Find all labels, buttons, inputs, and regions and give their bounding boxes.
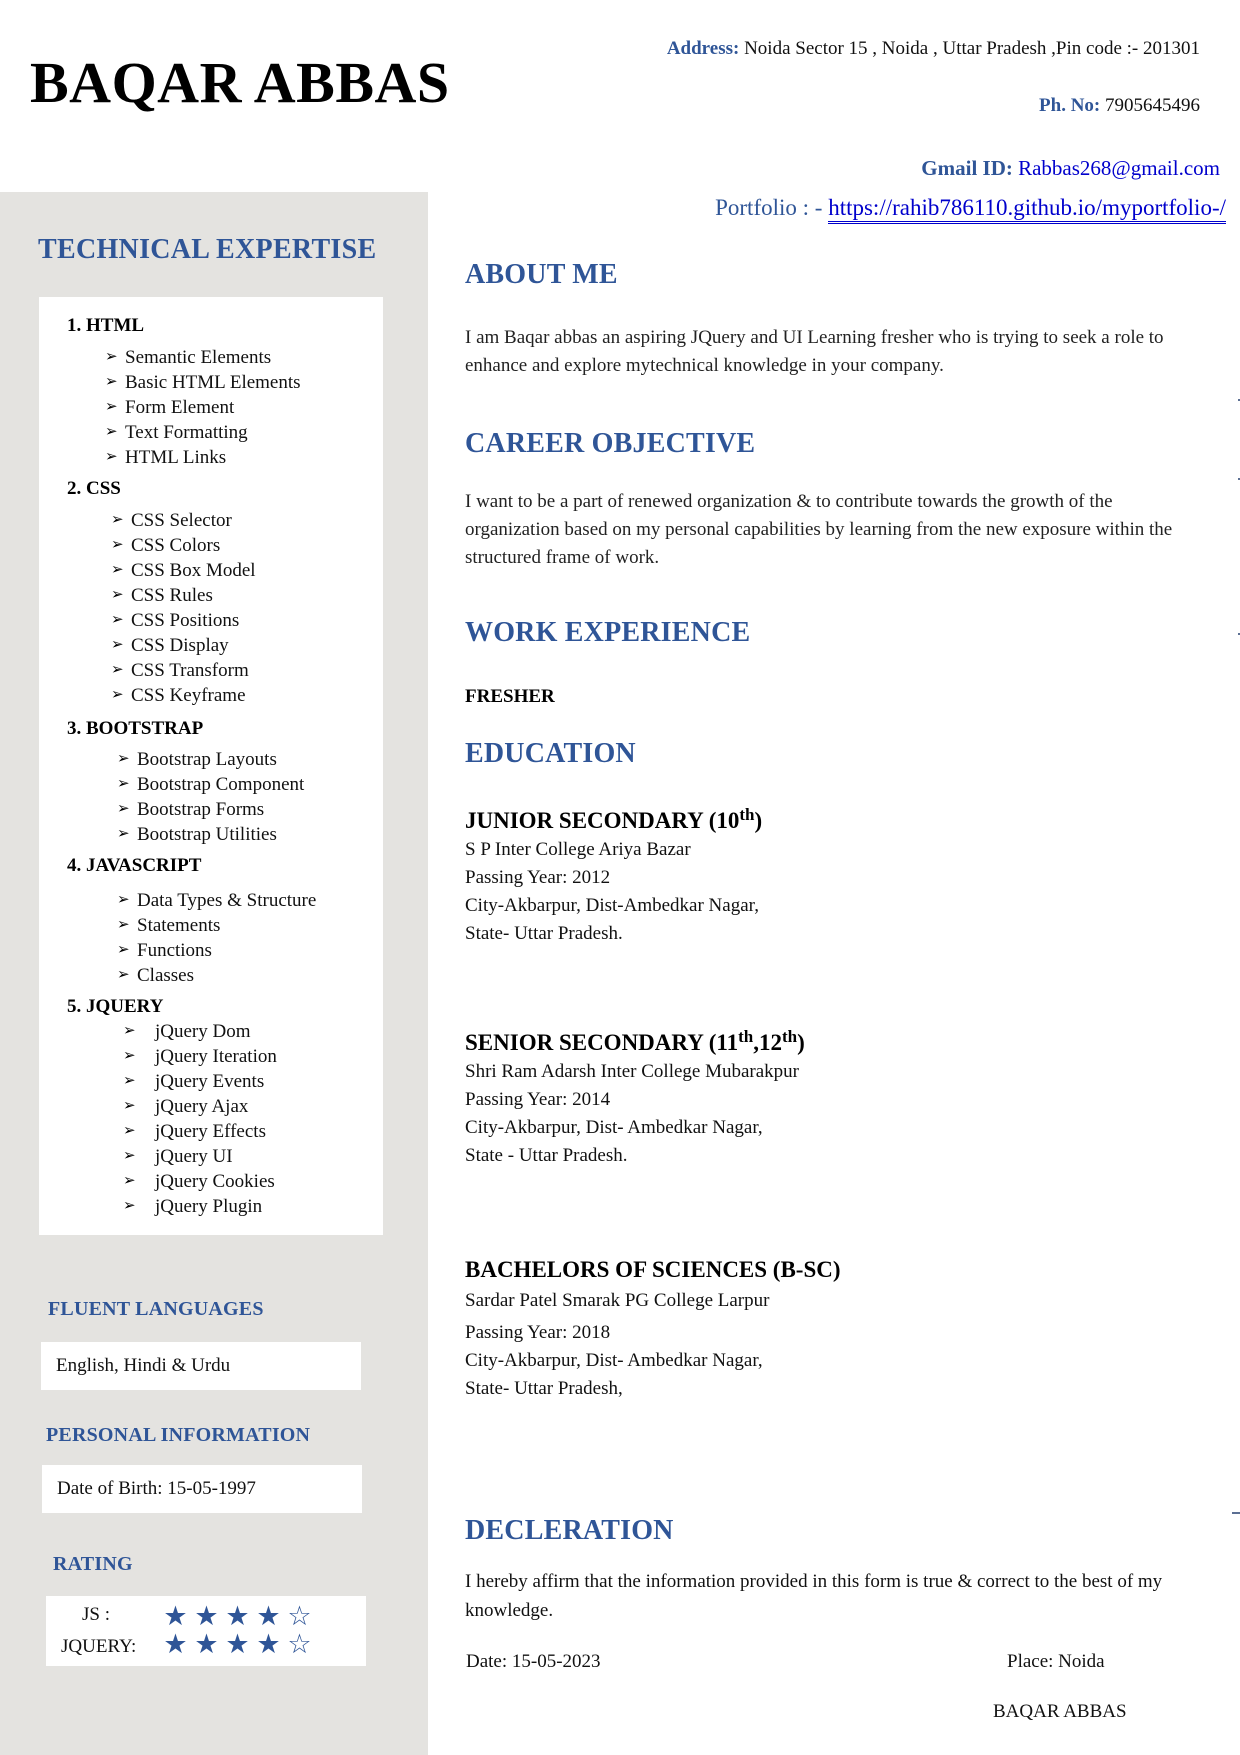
career-objective-text: I want to be a part of renewed organization & to contribute towards the growth of the organization based on my personal capabilities by learning from the new exposure within the structured frame of work. [465, 491, 1173, 568]
arrow-bullet-icon: ➢ [117, 942, 130, 958]
arrow-bullet-icon: ➢ [123, 1023, 136, 1039]
skill-label: jQuery UI [155, 1146, 233, 1167]
education-title: BACHELORS OF SCIENCES (B-SC) [465, 1257, 841, 1282]
skill-group-jquery [67, 994, 383, 1219]
email-link[interactable]: Rabbas268@gmail.com [1012, 156, 1220, 180]
phone-line [1039, 95, 1200, 117]
skill-label: HTML Links [125, 447, 227, 468]
skill-label: Bootstrap Component [137, 774, 305, 795]
skill-label: Data Types & Structure [137, 890, 317, 911]
skill-group-title: 2. CSS [67, 478, 121, 499]
languages-heading: FLUENT LANGUAGES [48, 1298, 264, 1320]
arrow-bullet-icon: ➢ [105, 349, 118, 365]
skill-label: CSS Transform [131, 660, 249, 681]
arrow-bullet-icon: ➢ [123, 1123, 136, 1139]
education-state: State - Uttar Pradesh. [465, 1145, 628, 1166]
skill-item [111, 533, 383, 558]
address-value: Noida Sector 15 , Noida , Uttar Pradesh ,Pin code :- 201301 [739, 38, 1200, 59]
star-outline-icon: ☆ [287, 1601, 312, 1631]
edge-artifact [1232, 1512, 1240, 1514]
skill-item [117, 822, 383, 847]
star-filled-icon: ★ [225, 1601, 250, 1631]
skill-group-bootstrap [67, 716, 383, 847]
star-filled-icon: ★ [225, 1629, 250, 1659]
skill-label: Text Formatting [125, 422, 248, 443]
skill-label: CSS Box Model [131, 560, 256, 581]
portfolio-link[interactable]: https://rahib786110.github.io/myportfolio-/ [828, 195, 1226, 224]
skill-label: Form Element [125, 397, 235, 418]
rating-row-js [46, 1602, 366, 1630]
education-year: Passing Year: 2012 [465, 867, 611, 888]
skill-label: jQuery Iteration [155, 1046, 277, 1067]
arrow-bullet-icon: ➢ [123, 1148, 136, 1164]
star-filled-icon: ★ [163, 1601, 188, 1631]
skill-item [105, 445, 383, 470]
skill-group-title: 5. JQUERY [67, 996, 164, 1017]
arrow-bullet-icon: ➢ [117, 801, 130, 817]
skill-label: Basic HTML Elements [125, 372, 301, 393]
arrow-bullet-icon: ➢ [111, 612, 124, 628]
arrow-bullet-icon: ➢ [117, 751, 130, 767]
arrow-bullet-icon: ➢ [123, 1198, 136, 1214]
languages-box [41, 1342, 361, 1390]
arrow-bullet-icon: ➢ [111, 562, 124, 578]
skill-group-title: 3. BOOTSTRAP [67, 718, 204, 739]
skill-label: jQuery Events [155, 1071, 265, 1092]
skill-item [123, 1069, 383, 1094]
personal-info-heading: PERSONAL INFORMATION [46, 1424, 311, 1446]
skill-label: Semantic Elements [125, 347, 272, 368]
candidate-name: BAQAR ABBAS [30, 50, 450, 115]
skill-label: CSS Colors [131, 535, 221, 556]
languages-value: English, Hindi & Urdu [56, 1355, 231, 1376]
skill-item [117, 938, 383, 963]
skill-label: Bootstrap Layouts [137, 749, 277, 770]
arrow-bullet-icon: ➢ [123, 1098, 136, 1114]
arrow-bullet-icon: ➢ [117, 826, 130, 842]
skill-label: jQuery Plugin [155, 1196, 263, 1217]
education-title: SENIOR SECONDARY (11th,12th) [465, 1027, 805, 1055]
about-me-heading: ABOUT ME [465, 259, 618, 290]
skill-item [117, 888, 383, 913]
skill-item [111, 658, 383, 683]
skill-label: Classes [137, 965, 194, 986]
work-experience-heading: WORK EXPERIENCE [465, 617, 751, 648]
skill-label: jQuery Ajax [155, 1096, 249, 1117]
skill-label: Functions [137, 940, 212, 961]
skill-group-javascript [67, 853, 383, 988]
declaration-place: Place: Noida [1007, 1651, 1105, 1672]
rating-heading: RATING [53, 1553, 133, 1575]
skill-item [117, 747, 383, 772]
email-line [921, 156, 1220, 181]
education-item [465, 806, 1185, 948]
skill-label: jQuery Cookies [155, 1171, 275, 1192]
skill-item [123, 1194, 383, 1219]
education-title: JUNIOR SECONDARY (10th) [465, 805, 763, 833]
arrow-bullet-icon: ➢ [117, 892, 130, 908]
career-objective-heading: CAREER OBJECTIVE [465, 428, 756, 459]
education-school: Shri Ram Adarsh Inter College Mubarakpur [465, 1061, 800, 1082]
skill-item [123, 1094, 383, 1119]
skill-item [117, 797, 383, 822]
arrow-bullet-icon: ➢ [111, 512, 124, 528]
portfolio-line [715, 195, 1226, 221]
skill-item [111, 633, 383, 658]
star-filled-icon: ★ [194, 1601, 219, 1631]
email-label: Gmail ID: [921, 156, 1013, 180]
education-state: State- Uttar Pradesh, [465, 1378, 623, 1399]
education-state: State- Uttar Pradesh. [465, 923, 623, 944]
skill-item [111, 683, 383, 708]
education-city: City-Akbarpur, Dist- Ambedkar Nagar, [465, 1350, 763, 1371]
technical-expertise-heading: TECHNICAL EXPERTISE [38, 234, 377, 265]
skill-item [123, 1144, 383, 1169]
arrow-bullet-icon: ➢ [111, 537, 124, 553]
skills-box [39, 297, 383, 1235]
skill-label: CSS Display [131, 635, 229, 656]
education-item [465, 1255, 1185, 1403]
skill-item [123, 1169, 383, 1194]
star-filled-icon: ★ [194, 1629, 219, 1659]
skill-label: CSS Rules [131, 585, 213, 606]
arrow-bullet-icon: ➢ [123, 1073, 136, 1089]
declaration-heading: DECLERATION [465, 1515, 674, 1546]
skill-item [111, 508, 383, 533]
skill-label: Bootstrap Forms [137, 799, 265, 820]
skill-label: Bootstrap Utilities [137, 824, 277, 845]
star-filled-icon: ★ [256, 1601, 281, 1631]
arrow-bullet-icon: ➢ [111, 662, 124, 678]
skill-item [111, 583, 383, 608]
arrow-bullet-icon: ➢ [123, 1048, 136, 1064]
arrow-bullet-icon: ➢ [105, 399, 118, 415]
arrow-bullet-icon: ➢ [117, 776, 130, 792]
skill-item [123, 1019, 383, 1044]
personal-info-box [42, 1465, 362, 1513]
arrow-bullet-icon: ➢ [105, 424, 118, 440]
skill-item [117, 963, 383, 988]
arrow-bullet-icon: ➢ [117, 917, 130, 933]
skill-item [105, 370, 383, 395]
skill-item [105, 345, 383, 370]
date-of-birth: Date of Birth: 15-05-1997 [57, 1478, 256, 1499]
skill-label: Statements [137, 915, 221, 936]
star-rating [160, 1602, 315, 1630]
education-city: City-Akbarpur, Dist- Ambedkar Nagar, [465, 1117, 763, 1138]
education-year: Passing Year: 2014 [465, 1089, 611, 1110]
skill-item [105, 420, 383, 445]
sidebar [0, 192, 428, 1755]
skill-item [123, 1044, 383, 1069]
declaration-date: Date: 15-05-2023 [466, 1651, 601, 1672]
work-experience-value: FRESHER [465, 686, 555, 707]
arrow-bullet-icon: ➢ [105, 374, 118, 390]
education-item [465, 1028, 1185, 1170]
about-me-text: I am Baqar abbas an aspiring JQuery and UI Learning fresher who is trying to seek a role to enhance and explore mytechnical knowledge in your company. [465, 327, 1164, 376]
skill-item [123, 1119, 383, 1144]
skill-label: CSS Keyframe [131, 685, 246, 706]
skill-item [117, 913, 383, 938]
star-filled-icon: ★ [256, 1629, 281, 1659]
skill-label: CSS Selector [131, 510, 232, 531]
star-outline-icon: ☆ [287, 1629, 312, 1659]
skill-group-title: 4. JAVASCRIPT [67, 855, 202, 876]
arrow-bullet-icon: ➢ [111, 587, 124, 603]
skill-label: jQuery Effects [155, 1121, 266, 1142]
arrow-bullet-icon: ➢ [117, 967, 130, 983]
rating-box [46, 1596, 366, 1666]
education-city: City-Akbarpur, Dist-Ambedkar Nagar, [465, 895, 759, 916]
star-rating [160, 1630, 315, 1658]
education-school: Sardar Patel Smarak PG College Larpur [465, 1290, 770, 1311]
rating-row-jquery [46, 1630, 366, 1660]
rating-label: JQUERY: [61, 1636, 137, 1657]
signature-name: BAQAR ABBAS [993, 1701, 1127, 1722]
address-line [667, 38, 1200, 60]
arrow-bullet-icon: ➢ [111, 637, 124, 653]
skill-item [111, 558, 383, 583]
skill-item [117, 772, 383, 797]
address-label: Address: [666, 38, 740, 59]
star-filled-icon: ★ [163, 1629, 188, 1659]
portfolio-label: Portfolio : - [715, 195, 829, 220]
skill-label: jQuery Dom [155, 1021, 251, 1042]
education-heading: EDUCATION [465, 738, 636, 769]
arrow-bullet-icon: ➢ [111, 687, 124, 703]
skill-group-css [67, 476, 383, 708]
declaration-text: I hereby affirm that the information provided in this form is true & correct to the best of my knowledge. [465, 1571, 1163, 1621]
skill-group-html [67, 313, 383, 470]
arrow-bullet-icon: ➢ [123, 1173, 136, 1189]
skill-label: CSS Positions [131, 610, 240, 631]
skill-group-title: 1. HTML [67, 315, 145, 336]
education-year: Passing Year: 2018 [465, 1322, 611, 1343]
skill-item [105, 395, 383, 420]
phone-value: 7905645496 [1100, 95, 1200, 116]
skill-item [111, 608, 383, 633]
education-school: S P Inter College Ariya Bazar [465, 839, 691, 860]
arrow-bullet-icon: ➢ [105, 449, 118, 465]
phone-label: Ph. No: [1039, 95, 1101, 116]
rating-label: JS : [82, 1604, 110, 1625]
